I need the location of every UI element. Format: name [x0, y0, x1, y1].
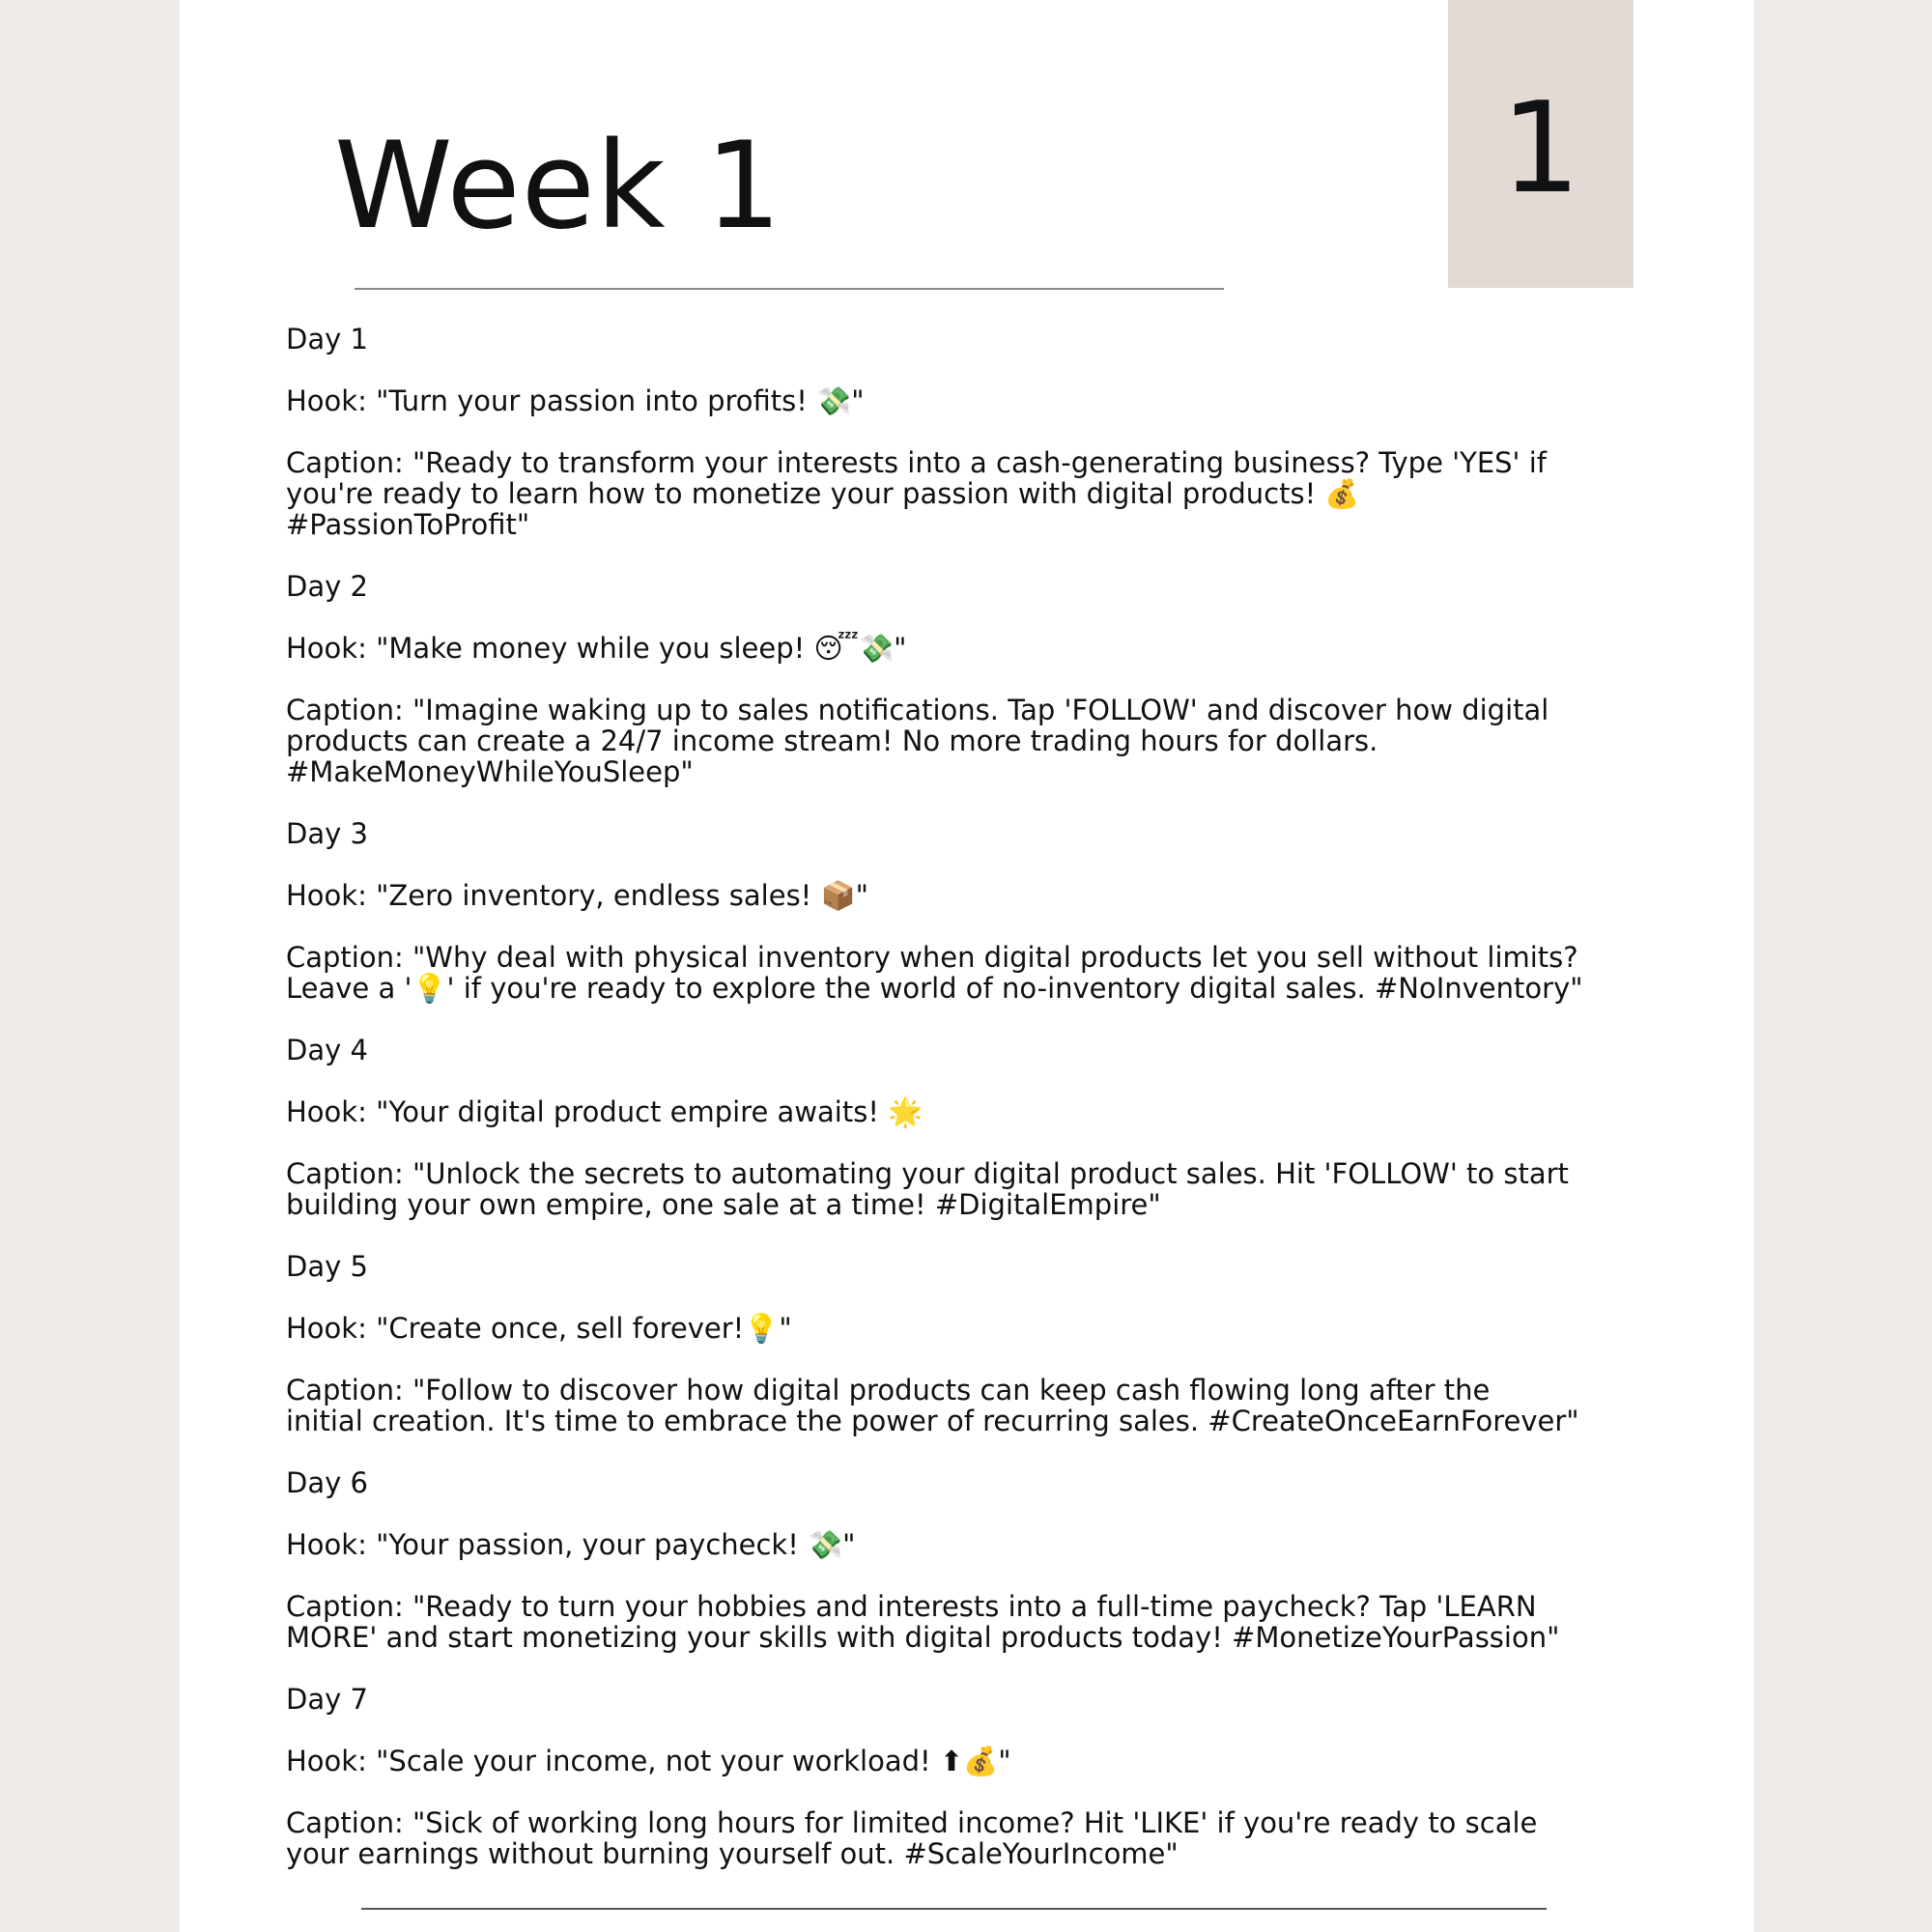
day-label: Day 7: [286, 1683, 368, 1716]
caption-text: [286, 1591, 1677, 1653]
caption-line: Caption: "Ready to transform your interests into a cash-generating business? Type 'YES' if: [286, 446, 1548, 479]
day-label: Day 4: [286, 1034, 368, 1066]
caption-line: Caption: "Sick of working long hours for limited income? Hit 'LIKE' if you're ready to scale: [286, 1806, 1538, 1839]
caption-line: products can create a 24/7 income stream! No more trading hours for dollars.: [286, 724, 1378, 757]
caption-text: [286, 942, 1677, 1004]
hook-text: Hook: "Zero inventory, endless sales! 📦": [286, 879, 868, 912]
caption-line: initial creation. It's time to embrace the power of recurring sales. #CreateOnceEarnForever": [286, 1405, 1579, 1437]
title-divider: [355, 288, 1224, 290]
day-entry: [286, 1684, 1677, 1869]
day-entry: [286, 818, 1677, 1004]
caption-line: MORE' and start monetizing your skills with digital products today! #MonetizeYourPassion": [286, 1621, 1560, 1654]
caption-line: Caption: "Ready to turn your hobbies and interests into a full-time paycheck? Tap 'LEARN: [286, 1590, 1537, 1623]
day-entry: [286, 1035, 1677, 1220]
caption-line: Caption: "Follow to discover how digital products can keep cash flowing long after the: [286, 1374, 1491, 1406]
caption-line: Caption: "Imagine waking up to sales notifications. Tap 'FOLLOW' and discover how digital: [286, 694, 1549, 726]
caption-line: building your own empire, one sale at a time! #DigitalEmpire": [286, 1188, 1161, 1221]
caption-line: #PassionToProfit": [286, 508, 530, 541]
content-list: [286, 324, 1677, 1900]
caption-text: [286, 1807, 1677, 1869]
caption-text: [286, 1375, 1677, 1436]
document-page: [180, 0, 1754, 1932]
day-label: Day 1: [286, 323, 368, 355]
week-number-tab: [1448, 0, 1634, 288]
day-label: Day 2: [286, 570, 368, 603]
caption-text: [286, 1158, 1677, 1220]
bottom-divider: [361, 1908, 1547, 1910]
caption-line: #MakeMoneyWhileYouSleep": [286, 755, 694, 788]
hook-text: Hook: "Your passion, your paycheck! 💸": [286, 1528, 856, 1561]
hook-text: Hook: "Turn your passion into profits! 💸": [286, 384, 865, 417]
page-title: Week 1: [334, 117, 783, 256]
caption-text: [286, 695, 1677, 787]
caption-line: you're ready to learn how to monetize your passion with digital products! 💰: [286, 477, 1360, 510]
caption-line: your earnings without burning yourself out. #ScaleYourIncome": [286, 1837, 1179, 1870]
hook-text: Hook: "Your digital product empire awaits! 🌟: [286, 1095, 923, 1128]
hook-text: Hook: "Scale your income, not your workload! ⬆💰": [286, 1745, 1011, 1777]
caption-line: Caption: "Why deal with physical inventory when digital products let you sell without limits?: [286, 941, 1578, 974]
day-label: Day 3: [286, 817, 368, 850]
caption-line: Caption: "Unlock the secrets to automating your digital product sales. Hit 'FOLLOW' to start: [286, 1157, 1569, 1190]
day-label: Day 6: [286, 1466, 368, 1499]
week-number: 1: [1500, 74, 1581, 221]
day-label: Day 5: [286, 1250, 368, 1283]
day-entry: [286, 1251, 1677, 1436]
caption-line: Leave a '💡' if you're ready to explore the world of no-inventory digital sales. #NoInventory": [286, 972, 1583, 1005]
hook-text: Hook: "Make money while you sleep! 😴💸": [286, 632, 907, 665]
day-entry: [286, 324, 1677, 540]
caption-text: [286, 447, 1677, 540]
day-entry: [286, 1467, 1677, 1653]
hook-text: Hook: "Create once, sell forever!💡": [286, 1312, 792, 1345]
day-entry: [286, 571, 1677, 787]
